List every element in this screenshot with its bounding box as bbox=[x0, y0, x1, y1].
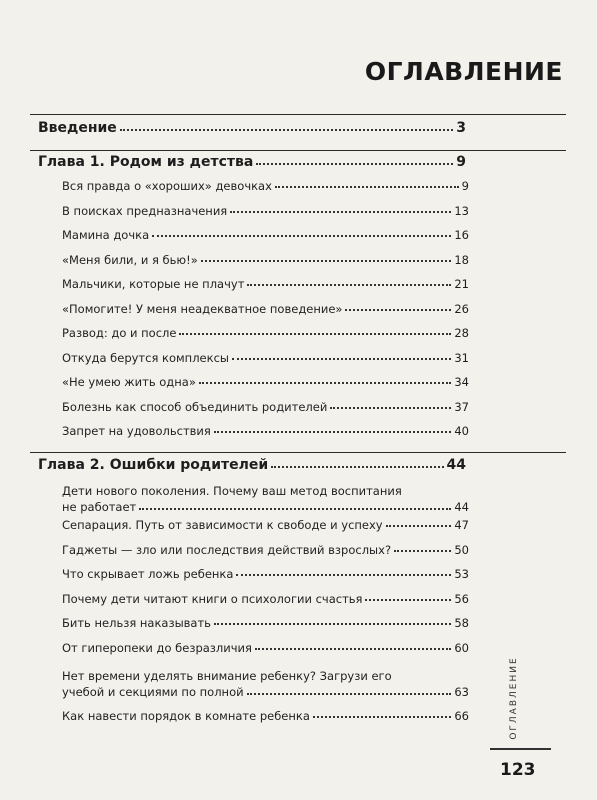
toc-entry-label: Как навести порядок в комнате ребенка bbox=[62, 709, 310, 723]
toc-entry[interactable] bbox=[62, 253, 469, 267]
leader-dots bbox=[236, 574, 451, 576]
toc-entry-label-line2: не работает bbox=[62, 500, 137, 514]
toc-entry-label-line1: Нет времени уделять внимание ребенку? Загрузи его bbox=[62, 669, 392, 683]
toc-entry-page: 34 bbox=[454, 375, 469, 389]
leader-dots bbox=[313, 716, 451, 718]
toc-entry-two-line[interactable] bbox=[62, 668, 469, 700]
toc-chapter-label: Глава 1. Родом из детства bbox=[38, 154, 254, 170]
toc-entry-page: 58 bbox=[454, 616, 469, 630]
toc-entry[interactable] bbox=[62, 400, 469, 414]
leader-dots bbox=[330, 407, 451, 409]
leader-dots bbox=[365, 599, 451, 601]
toc-chapter-page: 9 bbox=[456, 154, 466, 170]
toc-entry-label: В поисках предназначения bbox=[62, 203, 228, 218]
toc-entry[interactable] bbox=[62, 592, 469, 606]
toc-entry[interactable] bbox=[62, 375, 469, 389]
toc-chapter-2[interactable] bbox=[38, 457, 466, 473]
toc-entry-page: 60 bbox=[454, 640, 469, 655]
toc-entry-label: «Меня били, и я бью!» bbox=[62, 252, 198, 267]
leader-dots bbox=[139, 508, 451, 510]
toc-chapter-page: 44 bbox=[446, 457, 466, 473]
toc-entry[interactable] bbox=[62, 277, 469, 291]
leader-dots bbox=[394, 550, 451, 552]
toc-entry-intro[interactable] bbox=[38, 120, 466, 136]
toc-entry-label: Что скрывает ложь ребенка bbox=[62, 567, 234, 581]
leader-dots bbox=[256, 163, 453, 165]
top-rule bbox=[30, 114, 566, 115]
toc-entry-label: Откуда берутся комплексы bbox=[62, 350, 229, 365]
toc-entry[interactable] bbox=[62, 616, 469, 630]
toc-entry-label: Почему дети читают книги о психологии счастья bbox=[62, 591, 363, 606]
page-number: 123 bbox=[500, 760, 536, 780]
toc-chapter-1[interactable] bbox=[38, 154, 466, 170]
toc-entry-label: Гаджеты — зло или последствия действий взрослых? bbox=[62, 542, 392, 557]
toc-entry-label: Бить нельзя наказывать bbox=[62, 616, 211, 630]
toc-entry[interactable] bbox=[62, 567, 469, 581]
toc-chapter-label: Глава 2. Ошибки родителей bbox=[38, 457, 269, 473]
toc-entry[interactable] bbox=[62, 709, 469, 723]
leader-dots bbox=[199, 382, 451, 384]
toc-entry-page: 9 bbox=[461, 179, 469, 193]
toc-entry[interactable] bbox=[62, 641, 469, 655]
toc-entry-label: Болезнь как способ объединить родителей bbox=[62, 399, 328, 414]
toc-entry-label-line1: Дети нового поколения. Почему ваш метод воспитания bbox=[62, 484, 402, 498]
toc-entry-page: 56 bbox=[454, 591, 469, 606]
toc-entry-label: Вся правда о «хороших» девочках bbox=[62, 179, 272, 193]
leader-dots bbox=[214, 431, 452, 433]
toc-entry[interactable] bbox=[62, 228, 469, 242]
leader-dots bbox=[152, 235, 451, 237]
toc-entry-page: 66 bbox=[454, 709, 469, 723]
toc-entry-page: 44 bbox=[454, 500, 469, 514]
toc-entry-page: 37 bbox=[454, 399, 469, 414]
toc-entry[interactable] bbox=[62, 326, 469, 340]
leader-dots bbox=[255, 648, 451, 650]
leader-dots bbox=[230, 211, 451, 213]
toc-entry[interactable] bbox=[62, 424, 469, 438]
toc-entry-label: Мамина дочка bbox=[62, 228, 150, 242]
toc-entry-label-line2: учебой и секциями по полной bbox=[62, 685, 244, 699]
toc-entry-page: 28 bbox=[454, 326, 469, 340]
toc-entry-label: Мальчики, которые не плачут bbox=[62, 277, 245, 291]
leader-dots bbox=[247, 284, 451, 286]
running-header-text: ОГЛАВЛЕНИЕ bbox=[509, 656, 519, 740]
toc-entry[interactable] bbox=[62, 518, 469, 532]
leader-dots bbox=[271, 466, 443, 468]
section-rule bbox=[30, 150, 566, 151]
toc-entry-page: 21 bbox=[454, 277, 469, 291]
toc-entry[interactable] bbox=[62, 302, 469, 316]
toc-entry-page: 53 bbox=[454, 567, 469, 581]
toc-entry-page: 63 bbox=[454, 685, 469, 699]
leader-dots bbox=[275, 186, 459, 188]
toc-entry-page: 3 bbox=[456, 120, 466, 136]
leader-dots bbox=[120, 129, 453, 131]
leader-dots bbox=[214, 623, 451, 625]
toc-entry-label: Запрет на удовольствия bbox=[62, 424, 211, 438]
toc-entry-page: 16 bbox=[454, 228, 469, 242]
section-rule bbox=[30, 452, 566, 453]
leader-dots bbox=[201, 260, 452, 262]
toc-entry-label: «Помогите! У меня неадекватное поведение» bbox=[62, 301, 343, 316]
toc-entry-label: От гиперопеки до безразличия bbox=[62, 640, 252, 655]
leader-dots bbox=[232, 358, 451, 360]
toc-entry-label: Сепарация. Путь от зависимости к свободе и успеху bbox=[62, 518, 383, 532]
page-title: ОГЛАВЛЕНИЕ bbox=[364, 57, 563, 86]
toc-entry-page: 18 bbox=[454, 252, 469, 267]
toc-entry-two-line[interactable] bbox=[62, 483, 469, 515]
toc-entry-page: 50 bbox=[454, 542, 469, 557]
toc-entry-page: 47 bbox=[454, 518, 469, 532]
toc-entry-page: 26 bbox=[454, 301, 469, 316]
toc-entry-page: 31 bbox=[454, 350, 469, 365]
toc-entry-label: Развод: до и после bbox=[62, 326, 177, 340]
toc-entry[interactable] bbox=[62, 179, 469, 193]
toc-entry-page: 13 bbox=[454, 203, 469, 218]
leader-dots bbox=[386, 525, 452, 527]
running-header-vertical bbox=[504, 658, 524, 738]
toc-entry[interactable] bbox=[62, 543, 469, 557]
footer-rule bbox=[490, 748, 551, 750]
toc-entry[interactable] bbox=[62, 351, 469, 365]
leader-dots bbox=[345, 309, 451, 311]
toc-entry-page: 40 bbox=[454, 424, 469, 438]
toc-entry-label: «Не умею жить одна» bbox=[62, 375, 196, 389]
toc-entry[interactable] bbox=[62, 204, 469, 218]
leader-dots bbox=[247, 693, 452, 695]
toc-entry-label: Введение bbox=[38, 120, 117, 136]
leader-dots bbox=[179, 333, 451, 335]
